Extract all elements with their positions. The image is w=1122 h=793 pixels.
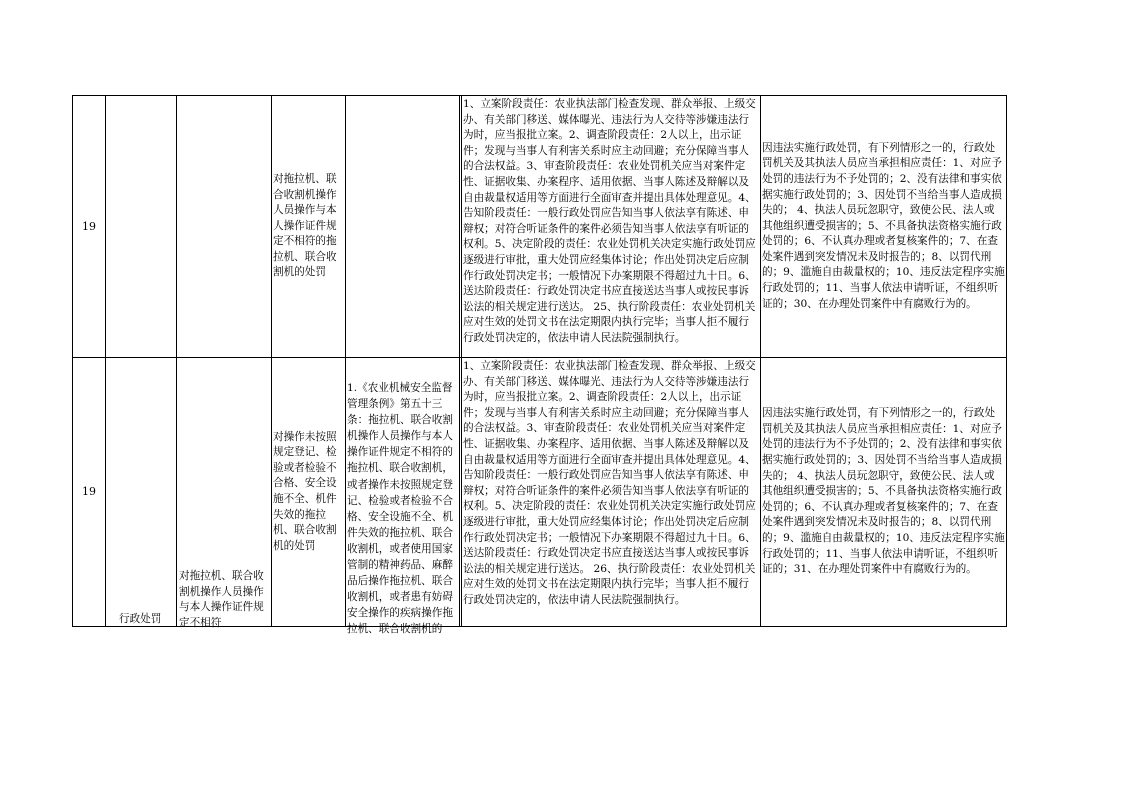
row-1-responsibility: 1、立案阶段责任：农业执法部门检查发现、群众举报、上级交办、有关部门移送、媒体曝光、违法行为人交待等涉嫌违法行为时，应当报批立案。2、调查阶段责任：2人以上，出示证件；发现与当事人有利害关系时应主动回避；充分保障当事人的合法权益。3、审查阶段责任：农业处罚机关应当对案件定性、证据收集、办案程序、适用依据、当事人陈述及辩解以及自由裁量权适用等方面进行全面审查并提出具体处理意见。4、告知阶段责任：一般行政处罚应告知当事人依法享有陈述、申辩权；对符合听证条件的案件必须告知当事人依法享有听证的权利。5、决定阶段的责任：农业处罚机关决定实施行政处罚应逐级进行审批，重大处罚应经集体讨论；作出处罚决定后应制作行政处罚决定书；一般情况下办案期限不得超过九十日。6、送达阶段责任：行政处罚决定书应直接送达当事人或按民事诉讼法的相关规定进行送达。 25、执行阶段责任：农业处罚机关应对生效的处罚文书在法定期限内执行完毕；当事人拒不履行行政处罚决定的，依法申请人民法院强制执行。 xyxy=(463,98,756,344)
row-1-basis xyxy=(346,96,459,357)
row-1-accountability xyxy=(762,96,1005,357)
col-border-right xyxy=(1006,95,1007,627)
row-2-item-name xyxy=(106,358,176,626)
row-2-item-name-text: 行政处罚 xyxy=(119,613,162,625)
col-border-5b xyxy=(461,95,462,627)
row-2-item-name-sub-text: 对拖拉机、联合收割机操作人员操作与本人操作证件规定不相符 xyxy=(179,570,264,629)
col-border-6 xyxy=(760,95,761,627)
row-2-item-text: 对操作未按照规定登记、检验或者检验不合格、安全设施不全、机件失效的拖拉机、联合收割机的处罚 xyxy=(273,430,337,552)
row-2-basis-text: 1.《农业机械安全监督管理条例》第五十三条：拖拉机、联合收割机操作人员操作与本人操作证件规定不相符的拖拉机、联合收割机，或者操作未按照规定登记、检验或者检验不合格、安全设施不全、机件失效的拖拉机、联合收割机，或者使用国家管制的精神药品、麻醉品后操作拖拉机、联合收割机，或者患有妨碍安全操作的疾病操作拖拉机、联合收割机的 xyxy=(347,382,453,636)
row-1-item xyxy=(273,96,344,357)
row-2-basis xyxy=(346,358,460,636)
row-2-item xyxy=(273,358,344,626)
row-1-accountability-text: 因违法实施行政处罚，有下列情形之一的，行政处罚机关及其执法人员应当承担相应责任：1、对应予处罚的违法行为不予处罚的；2、没有法律和事实依据实施行政处罚的；3、因处罚不当给当事人造成损失的； 4、执法人员玩忽职守，致使公民、法人或其他组织遭受损害的；5、不具备执法资格实施行政处罚的；6、不认真办理或者复核案件的；7、在查处案件遇到突发情况未及时报告的；8、以罚代刑的；9、滥施自由裁量权的；10、违反法定程序实施行政处罚的；11、当事人依法申请听证，不组织听证的；30、在办理处罚案件中有腐败行为的。 xyxy=(762,141,1005,310)
row-2-item-name-sub xyxy=(177,358,271,629)
row-2-accountability-text: 因违法实施行政处罚，有下列情形之一的，行政处罚机关及其执法人员应当承担相应责任：1、对应予处罚的违法行为不予处罚的；2、没有法律和事实依据实施行政处罚的；3、因处罚不当给当事人造成损失的； 4、执法人员玩忽职守，致使公民、法人或其他组织遭受损害的；5、不具备执法资格实施行政处罚的；6、不认真办理或者复核案件的；7、在查处案件遇到突发情况未及时报告的；8、以罚代刑的；9、滥施自由裁量权的；10、违反法定程序实施行政处罚的；11、当事人依法申请听证，不组织听证的；31、在办理处罚案件中有腐败行为的。 xyxy=(762,407,1005,576)
row-2-responsibility: 1、立案阶段责任：农业执法部门检查发现、群众举报、上级交办、有关部门移送、媒体曝光、违法行为人交待等涉嫌违法行为时，应当报批立案。2、调查阶段责任：2人以上，出示证件；发现与当事人有利害关系时应主动回避；充分保障当事人的合法权益。3、审查阶段责任：农业处罚机关应当对案件定性、证据收集、办案程序、适用依据、当事人陈述及辩解以及自由裁量权适用等方面进行全面审查并提出具体处理意见。4、告知阶段责任：一般行政处罚应告知当事人依法享有陈述、申辩权；对符合听证条件的案件必须告知当事人依法享有听证的权利。5、决定阶段的责任：农业处罚机关决定实施行政处罚应逐级进行审批，重大处罚应经集体讨论；作出处罚决定后应制作行政处罚决定书；一般情况下办案期限不得超过九十日。6、送达阶段责任：行政处罚决定书应直接送达当事人或按民事诉讼法的相关规定进行送达。 26、执行阶段责任：农业处罚机关应对生效的处罚文书在法定期限内执行完毕；当事人拒不履行行政处罚决定的，依法申请人民法院强制执行。 xyxy=(463,360,756,606)
col-border-3 xyxy=(271,95,272,627)
row-1-number: 19 xyxy=(82,219,96,233)
row-1-item-name xyxy=(106,96,176,357)
row-2-number: 19 xyxy=(82,485,96,499)
row-2-accountability xyxy=(762,358,1005,626)
row-1-item-text: 对拖拉机、联合收割机操作人员操作与本人操作证件规定不相符的拖拉机、联合收割机的处罚 xyxy=(273,172,337,279)
